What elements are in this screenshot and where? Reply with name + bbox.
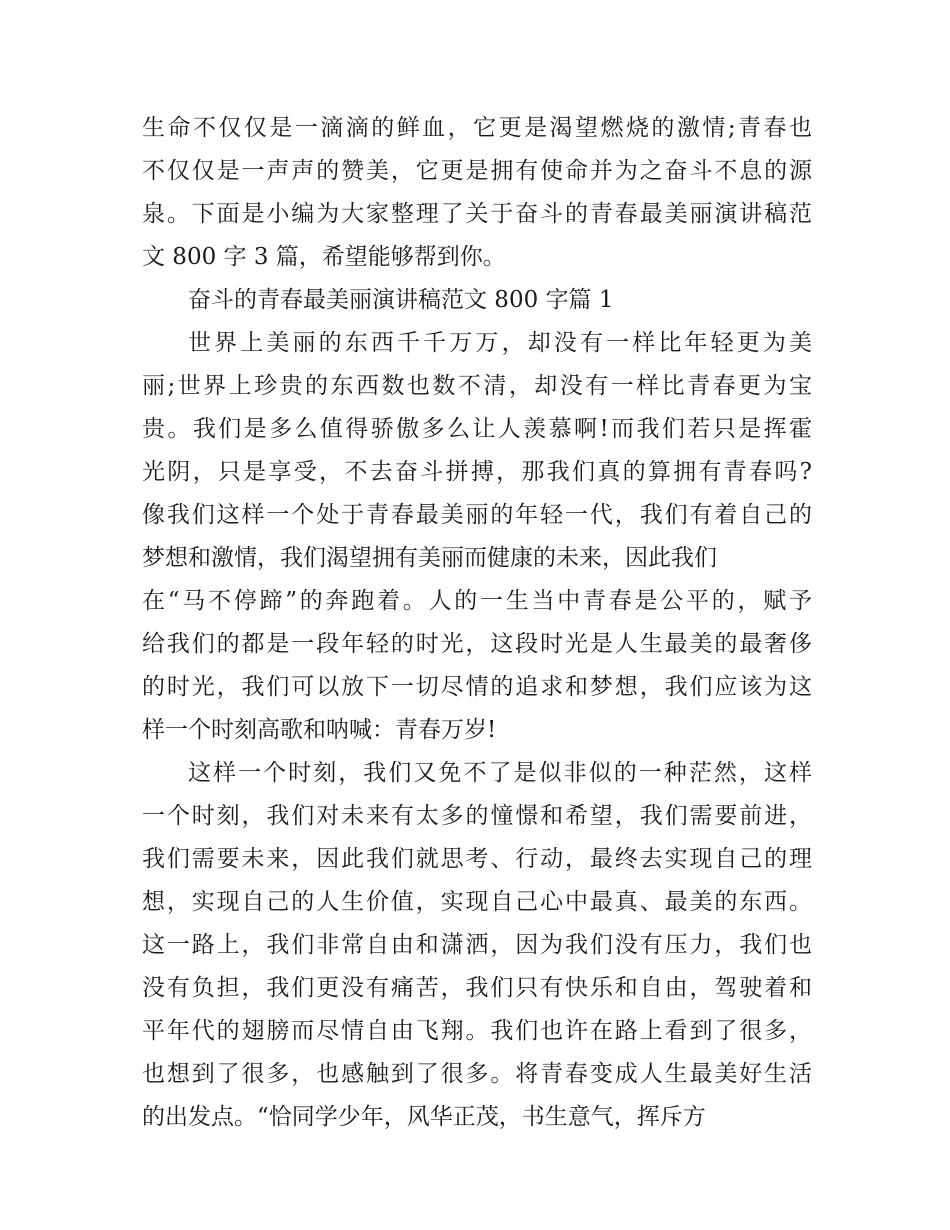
text-line-23: 也想到了很多，也感触到了很多。将青春变成人生最美好生活	[142, 1061, 812, 1087]
text-line-14: 的时光，我们可以放下一切尽情的追求和梦想，我们应该为这	[142, 674, 812, 700]
text-line-6: 世界上美丽的东西千千万万，却没有一样比年轻更为美	[188, 330, 812, 356]
text-line-9: 光阴，只是享受，不去奋斗拼搏，那我们真的算拥有青春吗?	[142, 459, 812, 485]
text-line-1: 生命不仅仅是一滴滴的鲜血，它更是渴望燃烧的激情;青春也	[142, 115, 812, 141]
document-body	[142, 107, 812, 1139]
text-line-7: 丽;世界上珍贵的东西数也数不清，却没有一样比青春更为宝	[142, 373, 812, 399]
text-line-4: 文 800 字 3 篇，希望能够帮到你。	[142, 244, 506, 270]
text-line-18: 我们需要未来，因此我们就思考、行动，最终去实现自己的理	[142, 846, 812, 872]
text-line-3: 泉。下面是小编为大家整理了关于奋斗的青春最美丽演讲稿范	[142, 201, 812, 227]
text-line-15: 样一个时刻高歌和呐喊：青春万岁!	[142, 717, 497, 743]
text-line-17: 一个时刻，我们对未来有太多的憧憬和希望，我们需要前进，	[142, 803, 812, 829]
text-line-24: 的出发点。“恰同学少年，风华正茂，书生意气，挥斥方	[142, 1104, 706, 1130]
text-line-13: 给我们的都是一段年轻的时光，这段时光是人生最美的最奢侈	[142, 631, 812, 657]
text-line-20: 这一路上，我们非常自由和潇洒，因为我们没有压力，我们也	[142, 932, 812, 958]
text-line-12: 在“马不停蹄”的奔跑着。人的一生当中青春是公平的，赋予	[142, 588, 812, 614]
text-line-10: 像我们这样一个处于青春最美丽的年轻一代，我们有着自己的	[142, 502, 812, 528]
text-line-22: 平年代的翅膀而尽情自由飞翔。我们也许在路上看到了很多，	[142, 1018, 812, 1044]
text-line-2: 不仅仅是一声声的赞美，它更是拥有使命并为之奋斗不息的源	[142, 158, 812, 184]
text-line-19: 想，实现自己的人生价值，实现自己心中最真、最美的东西。	[142, 889, 812, 915]
text-line-11: 梦想和激情，我们渴望拥有美丽而健康的未来，因此我们	[142, 545, 717, 571]
section-heading: 奋斗的青春最美丽演讲稿范文 800 字篇 1	[188, 287, 614, 313]
text-line-8: 贵。我们是多么值得骄傲多么让人羡慕啊!而我们若只是挥霍	[142, 416, 812, 442]
text-line-16: 这样一个时刻，我们又免不了是似非似的一种茫然，这样	[188, 760, 812, 786]
text-line-21: 没有负担，我们更没有痛苦，我们只有快乐和自由，驾驶着和	[142, 975, 812, 1001]
